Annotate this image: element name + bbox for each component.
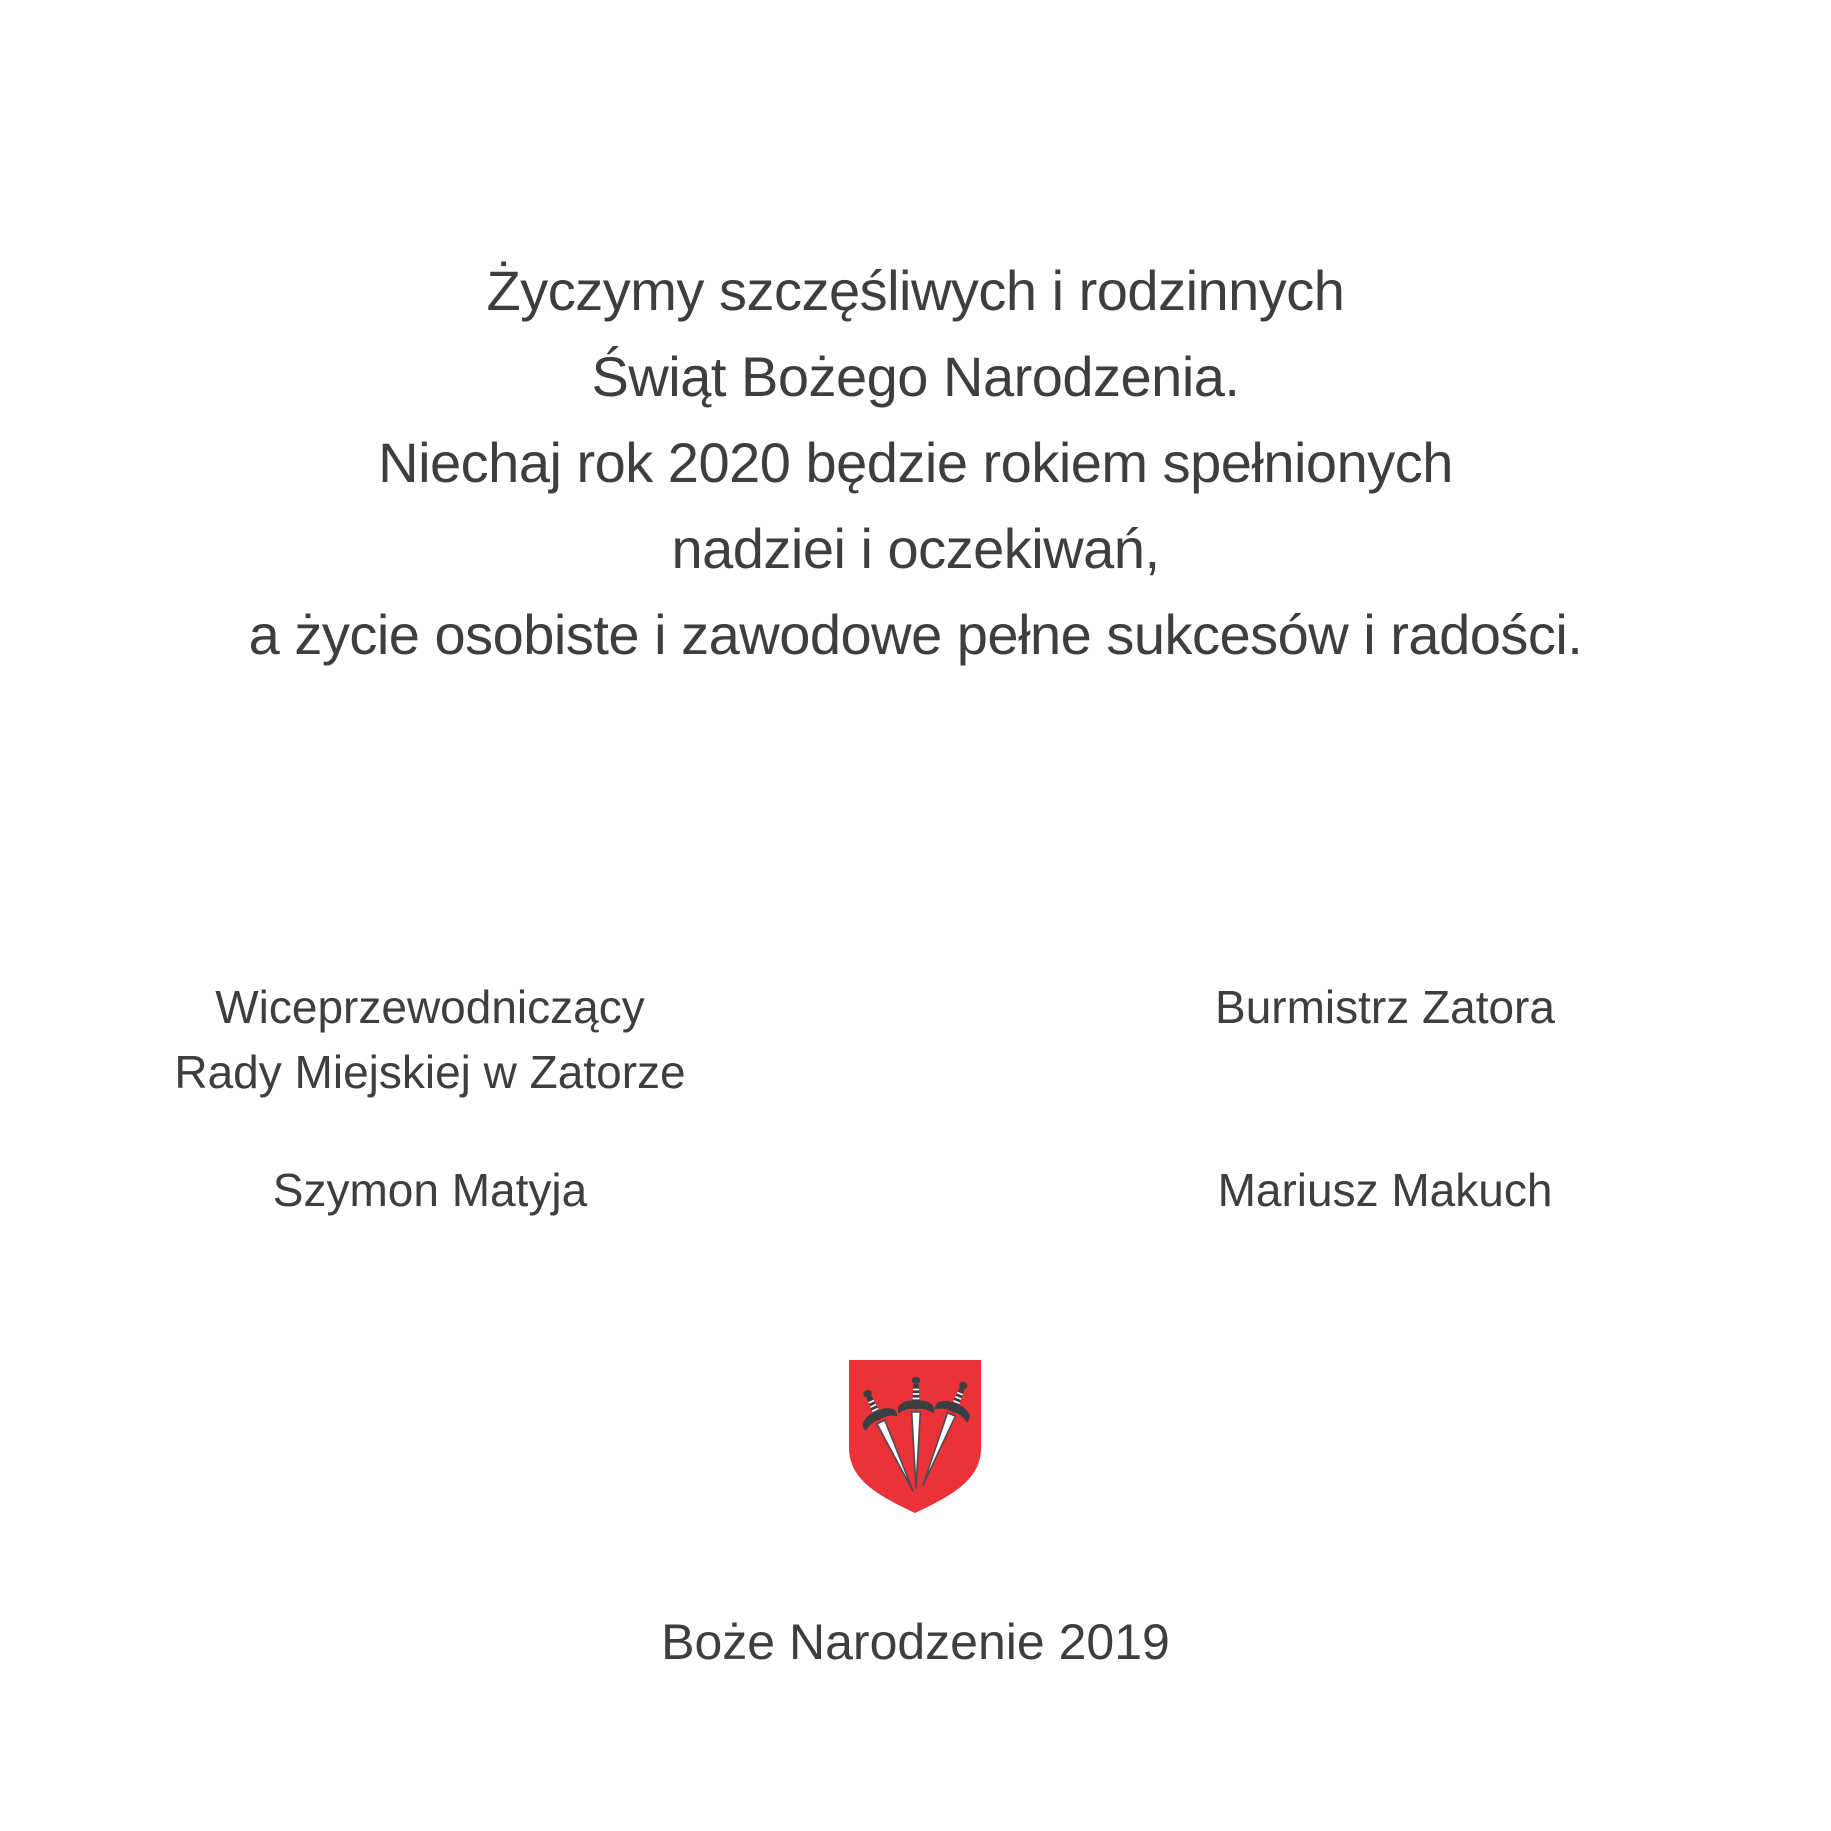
signature-right-title-line1: Burmistrz Zatora [1215,981,1555,1033]
zator-coat-of-arms-icon [847,1358,983,1516]
signature-left-title [130,975,730,1105]
greeting-line-5: a życie osobiste i zawodowe pełne sukcesów i radości. [248,603,1583,666]
greeting-line-2: Świąt Bożego Narodzenia. [591,345,1240,408]
greeting-text-block [0,248,1831,678]
signature-right-name: Mariusz Makuch [1217,1164,1553,1216]
signature-right-title [1110,975,1660,1040]
footer-date: Boże Narodzenie 2019 [661,1614,1170,1670]
signature-left-title-line1: Wiceprzewodniczący [215,981,645,1033]
signature-left-title-line2: Rady Miejskiej w Zatorze [174,1046,686,1098]
greeting-line-1: Życzymy szczęśliwych i rodzinnych [486,259,1345,322]
greeting-line-3: Niechaj rok 2020 będzie rokiem spełnionych [378,431,1453,494]
shield-three-swords-icon [847,1358,983,1516]
greeting-line-4: nadziei i oczekiwań, [671,517,1160,580]
signature-left-name: Szymon Matyja [272,1164,588,1216]
